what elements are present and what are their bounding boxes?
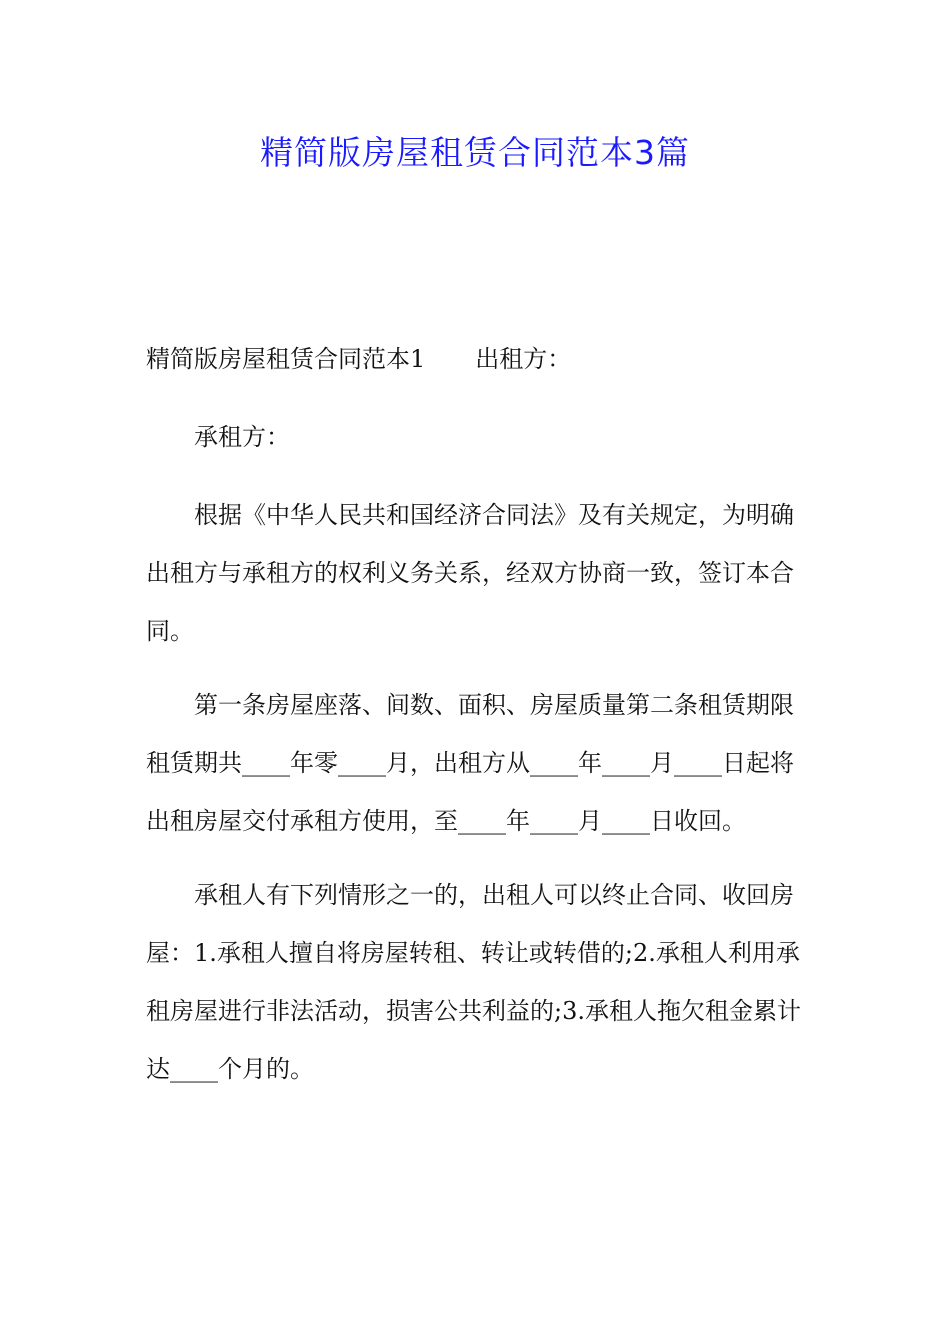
paragraph-line: 同。 — [146, 617, 194, 645]
paragraph-line: 租赁期共____年零____月，出租方从____年____月____日起将 — [146, 749, 794, 777]
paragraph-line: 根据《中华人民共和国经济合同法》及有关规定，为明确 — [194, 501, 794, 529]
document-title: 精简版房屋租赁合同范本3篇 — [260, 133, 690, 172]
document-body — [146, 330, 806, 1098]
paragraph-line: 承租人有下列情形之一的，出租人可以终止合同、收回房 — [194, 881, 794, 909]
paragraph-line: 租房屋进行非法活动，损害公共利益的;3.承租人拖欠租金累计 — [146, 997, 801, 1025]
lessor-label: 出租方： — [475, 345, 572, 373]
paragraph-line: 出租方与承租方的权利义务关系，经双方协商一致，签订本合 — [146, 559, 794, 587]
paragraph-line: 出租房屋交付承租方使用，至____年____月____日收回。 — [146, 807, 746, 835]
contract-subtitle: 精简版房屋租赁合同范本1 — [146, 345, 426, 373]
contract-heading-line — [146, 330, 806, 388]
paragraph-line: 屋：1.承租人擅自将房屋转租、转让或转借的;2.承租人利用承 — [146, 939, 800, 967]
paragraph-line: 达____个月的。 — [146, 1055, 314, 1083]
lessee-label: 承租方： — [194, 423, 290, 451]
paragraph-line: 第一条房屋座落、间数、面积、房屋质量第二条租赁期限 — [194, 691, 794, 719]
